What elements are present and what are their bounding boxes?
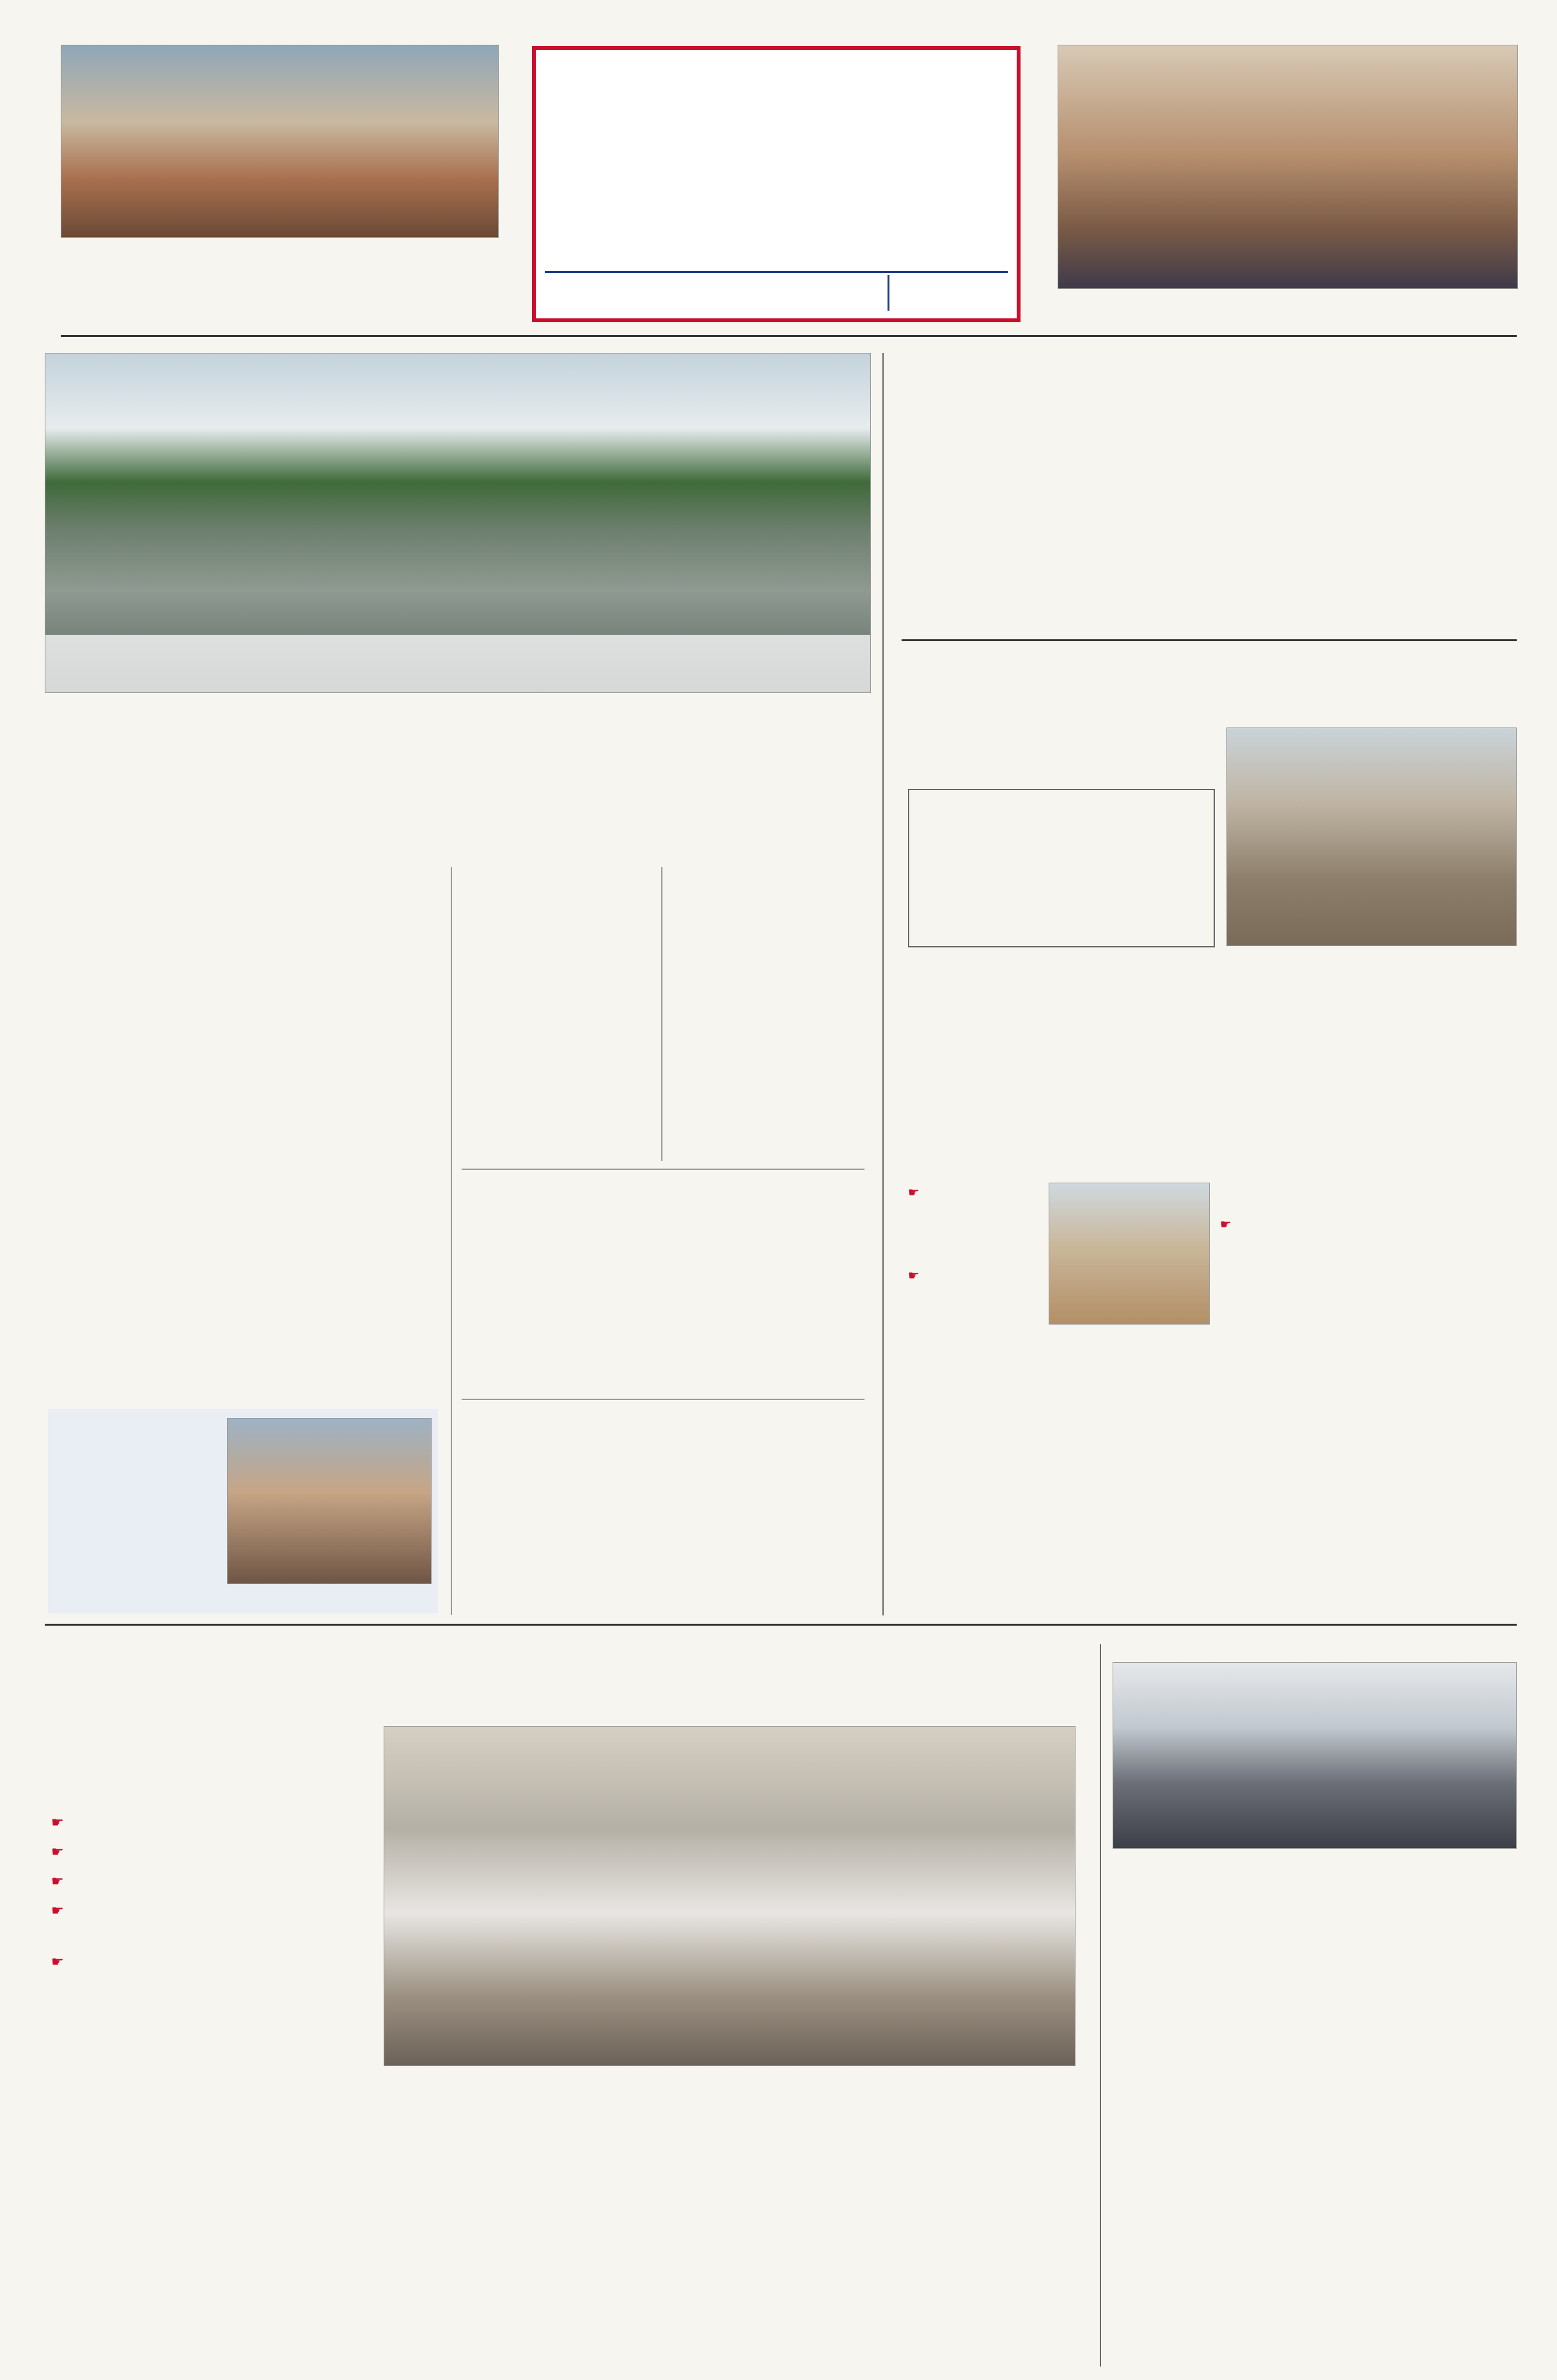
- council-door-photo: [793, 2071, 1036, 2078]
- stp-table: [54, 1437, 221, 1458]
- council-meeting-photo: [384, 1726, 1076, 2066]
- story1-col1-body2: [64, 1211, 441, 1401]
- story3-bullet: ☛: [1220, 1217, 1232, 1232]
- story4-tender-intro: [761, 2071, 1074, 2117]
- story1-col3-body: [671, 921, 863, 1163]
- story4-bullet: ☛: [51, 1903, 64, 1919]
- story2-body1: [908, 488, 1196, 635]
- stp-table-photo: [227, 1418, 432, 1584]
- story4-bullet: ☛: [51, 1874, 64, 1890]
- story3-body3: [908, 1368, 1209, 1611]
- stp-table-box: [48, 1409, 438, 1614]
- story5-body1: [1113, 2007, 1311, 2365]
- rain-water-body: [462, 1226, 865, 1392]
- story3-highlight-box: [908, 789, 1215, 947]
- police-briefing-photo: [1113, 1662, 1517, 1849]
- story4-bullet: ☛: [51, 1815, 64, 1831]
- story1-col2-body: [462, 921, 653, 1163]
- story2-body2: [1207, 419, 1514, 637]
- plots-photo: [1049, 1183, 1210, 1325]
- building-photo: [1226, 727, 1517, 946]
- story4-bullet: ☛: [51, 1954, 64, 1970]
- table-row: [54, 1455, 221, 1458]
- story3-body2: [1220, 958, 1515, 1201]
- protest-photo: [61, 45, 499, 238]
- story4-bullet: ☛: [51, 1844, 64, 1860]
- story4-deputy-body: [761, 2218, 1074, 2365]
- story3-body1: [908, 958, 1209, 1175]
- story3-bullet: ☛: [908, 1268, 919, 1283]
- masthead: [532, 46, 1021, 322]
- story1-col1-body: [64, 990, 441, 1181]
- story5-body2: [1321, 2007, 1517, 2365]
- story3-bullet: ☛: [908, 1185, 919, 1200]
- water-plant-photo: [45, 353, 871, 693]
- story4-body2: [761, 2148, 1074, 2212]
- collector-photo: [1058, 45, 1518, 289]
- reservoir-body: [462, 1441, 865, 1614]
